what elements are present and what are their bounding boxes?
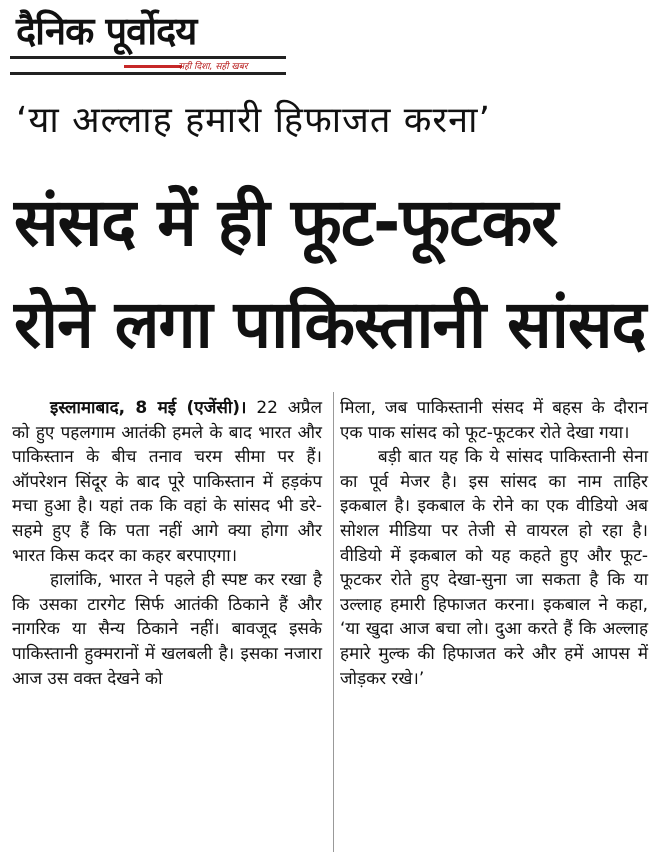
- masthead-accent-bar: [124, 65, 182, 68]
- headline-line-2: रोने लगा पाकिस्तानी सांसद: [14, 286, 646, 363]
- paragraph-2: हालांकि, भारत ने पहले ही स्पष्ट कर रखा है कि उसका टारगेट सिर्फ आतंकी ठिकाने हैं और नागरिक या सैन्य ठिकाने नहीं। बावजूद इसके पाकिस्तानी हुक्मरानों में खलबली है। इसका नजारा आज उस वक्त देखने को: [12, 570, 322, 689]
- column-divider: [333, 392, 334, 852]
- paragraph-3: मिला, जब पाकिस्तानी संसद में बहस के दौरान एक पाक सांसद को फूट-फूटकर रोते देखा गया।: [340, 398, 648, 443]
- paragraph-1-text: 22 अप्रैल को हुए पहलगाम आतंकी हमले के बाद भारत और पाकिस्तान के बीच तनाव चरम सीमा पर हैं। ऑपरेशन सिंदूर के बाद पूरे पाकिस्तान में हड़कंप मचा हुआ है। यहां तक कि वहां के सांसद भी डरे-सहमे हुए हैं कि पता नहीं आगे क्या होगा और भारत किस कदर का कहर बरपाएगा।: [12, 398, 322, 566]
- masthead: [10, 4, 286, 70]
- paragraph-4: बड़ी बात यह कि ये सांसद पाकिस्तानी सेना का पूर्व मेजर है। इस सांसद का नाम ताहिर इकबाल है। इकबाल के रोने का एक वीडियो अब सोशल मीडिया पर तेजी से वायरल हो रहा है। वीडियो में इकबाल को यह कहते हुए और फूट-फूटकर रोते हुए देखा-सुना जा सकता है कि या उल्लाह हमारी हिफाजत करना। इकबाल ने कहा, ‘या खुदा आज बचा लो। दुआ करते हैं कि अल्लाह हमारे मुल्क की हिफाजत करे और हमें आपस में जोड़कर रखे।’: [340, 447, 648, 689]
- newspaper-name: दैनिक पूर्वोदय: [16, 9, 197, 53]
- article-kicker: ‘या अल्लाह हमारी हिफाजत करना’: [16, 100, 491, 141]
- paragraph-1: [12, 396, 322, 568]
- masthead-rule-bottom: [10, 72, 286, 75]
- dateline: इस्लामाबाद, 8 मई (एजेंसी)।: [50, 398, 247, 418]
- article-column-left: [12, 396, 322, 691]
- headline-line-1: संसद में ही फूट-फूटकर: [14, 184, 558, 261]
- article-column-right: [340, 396, 648, 691]
- newspaper-tagline: सही दिशा, सही खबर: [178, 62, 248, 72]
